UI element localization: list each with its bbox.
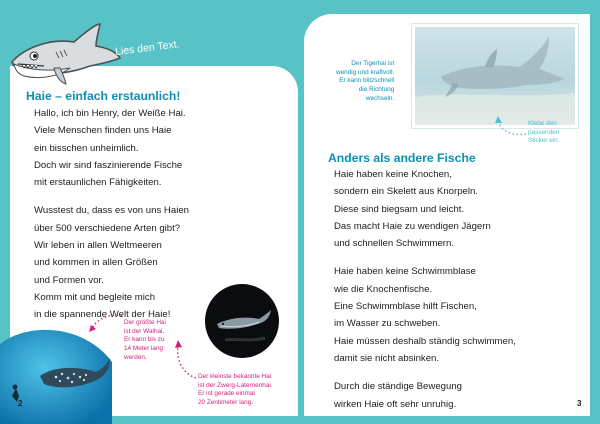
text-line: 20 Zentimeter lang.	[198, 399, 254, 407]
text-line: Er kann blitzschnell	[339, 77, 395, 85]
text-line: Viele Menschen finden uns Haie	[34, 125, 172, 137]
text-line: die Richtung	[358, 86, 395, 94]
text-line: Der größte Hai	[124, 319, 166, 326]
tiger-shark-sticker-slot[interactable]	[412, 24, 578, 128]
lantern-shark-caption	[198, 373, 273, 408]
page-number-right: 3	[577, 399, 582, 408]
text-line: Wusstest du, dass es von uns Haien	[34, 205, 190, 217]
text-line: wendig und kraftvoll.	[336, 68, 395, 76]
lantern-caption-pointer	[168, 338, 200, 382]
text-line: Er ist gerade einmal	[198, 390, 255, 398]
right-body-text	[334, 166, 516, 413]
text-line: Klebe den	[528, 120, 557, 127]
paragraph-gap	[34, 191, 189, 202]
sticker-instruction	[528, 120, 560, 146]
text-line: und kommen in allen Größen	[34, 257, 158, 269]
text-line: im Wasser zu schweben.	[334, 318, 441, 330]
text-line: ein bisschen unheimlich.	[34, 142, 139, 154]
text-line: und schnellen Schwimmern.	[334, 238, 454, 250]
text-line: 14 Meter lang	[124, 345, 164, 353]
text-line: wie die Knochenfische.	[334, 283, 433, 295]
text-line: in die spannende Welt der Haie!	[34, 309, 171, 321]
section-heading: Anders als andere Fische	[328, 151, 476, 165]
page-number-left: 2	[18, 399, 23, 408]
text-line: Wir leben in allen Weltmeeren	[34, 240, 162, 252]
text-line: ist der Walhai.	[124, 327, 165, 335]
text-line: Der Tigerhai ist	[351, 60, 395, 67]
text-line: Sticker ein.	[528, 137, 560, 145]
text-line: damit sie nicht absinken.	[334, 352, 440, 364]
shark-mascot-icon	[4, 18, 122, 90]
text-line: Er kann bis zu	[124, 336, 165, 344]
text-line: Haie haben keine Knochen,	[334, 169, 452, 180]
sticker-pointer	[492, 114, 528, 138]
text-line: über 500 verschiedene Arten gibt?	[34, 222, 181, 234]
text-line: passenden	[528, 128, 560, 136]
text-line: Das macht Haie zu wendigen Jägern	[334, 220, 491, 232]
lantern-shark-photo	[205, 284, 279, 358]
text-line: Durch die ständige Bewegung	[334, 381, 463, 393]
paragraph-gap	[334, 252, 516, 263]
tiger-shark-caption	[336, 60, 394, 104]
text-line: Der kleinste bekannte Hai	[198, 373, 272, 380]
text-line: Diese sind biegsam und leicht.	[334, 203, 465, 215]
text-line: und Formen vor.	[34, 274, 104, 286]
whale-shark-photo	[0, 322, 112, 424]
text-line: Hallo, ich bin Henry, der Weiße Hai.	[34, 108, 186, 119]
text-line: wechseln.	[365, 94, 395, 102]
text-line: werden.	[124, 353, 147, 361]
text-line: Komm mit und begleite mich	[34, 291, 156, 303]
whale-shark-caption	[124, 319, 166, 363]
page-title: Haie – einfach erstaunlich!	[26, 89, 181, 103]
text-line: Haie haben keine Schwimmblase	[334, 266, 476, 278]
text-line: Eine Schwimmblase hilft Fischen,	[334, 301, 477, 313]
instruction-label: Lies den Text.	[114, 38, 181, 58]
text-line: Doch wir sind faszinierende Fische	[34, 159, 183, 171]
whale-caption-pointer	[86, 308, 126, 336]
text-line: mit erstaunlichen Fähigkeiten.	[34, 177, 162, 189]
text-line: Haie müssen deshalb ständig schwimmen,	[334, 335, 516, 347]
text-line: wirken Haie oft sehr unruhig.	[334, 398, 457, 410]
text-line: ist der Zwerg-Laternenhai.	[198, 381, 273, 389]
paragraph-gap	[334, 367, 516, 378]
left-body-text	[34, 105, 189, 324]
text-line: sondern ein Skelett aus Knorpeln.	[334, 186, 478, 198]
